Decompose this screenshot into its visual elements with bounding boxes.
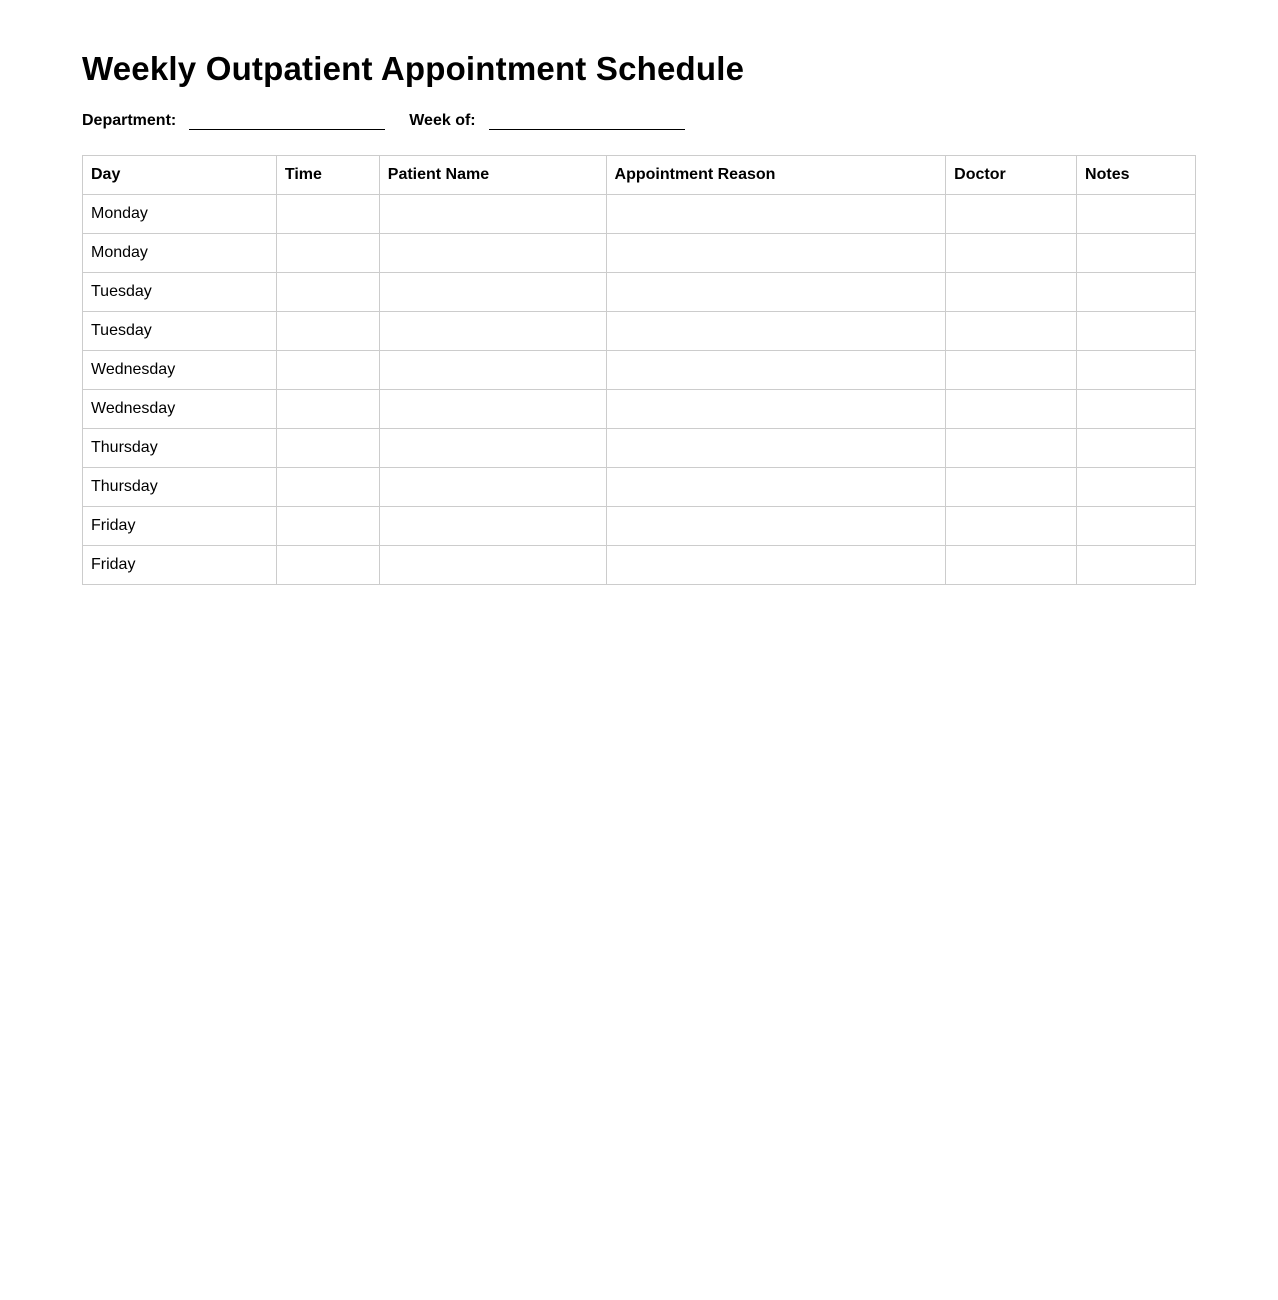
- page-title: Weekly Outpatient Appointment Schedule: [82, 50, 745, 87]
- empty-cell[interactable]: [1077, 390, 1196, 429]
- empty-cell[interactable]: [946, 546, 1077, 585]
- column-header: Appointment Reason: [606, 156, 946, 195]
- empty-cell[interactable]: [1077, 468, 1196, 507]
- form-fields: [82, 112, 709, 130]
- schedule-table: [82, 155, 1196, 585]
- empty-cell[interactable]: [379, 234, 606, 273]
- empty-cell[interactable]: [606, 351, 946, 390]
- empty-cell[interactable]: [606, 273, 946, 312]
- department-label: Department:: [82, 112, 177, 129]
- empty-cell[interactable]: [276, 429, 379, 468]
- empty-cell[interactable]: [1077, 429, 1196, 468]
- day-cell: Monday: [83, 234, 277, 273]
- empty-cell[interactable]: [606, 429, 946, 468]
- table-row: [83, 468, 1196, 507]
- empty-cell[interactable]: [606, 234, 946, 273]
- empty-cell[interactable]: [946, 273, 1077, 312]
- column-header: Doctor: [946, 156, 1077, 195]
- empty-cell[interactable]: [946, 312, 1077, 351]
- table-row: [83, 507, 1196, 546]
- empty-cell[interactable]: [606, 195, 946, 234]
- empty-cell[interactable]: [606, 468, 946, 507]
- table-row: [83, 429, 1196, 468]
- empty-cell[interactable]: [276, 195, 379, 234]
- table-row: [83, 312, 1196, 351]
- empty-cell[interactable]: [379, 195, 606, 234]
- day-cell: Thursday: [83, 429, 277, 468]
- empty-cell[interactable]: [276, 234, 379, 273]
- day-cell: Monday: [83, 195, 277, 234]
- week-of-field[interactable]: [489, 112, 685, 130]
- header-row: [83, 156, 1196, 195]
- empty-cell[interactable]: [379, 351, 606, 390]
- empty-cell[interactable]: [1077, 312, 1196, 351]
- empty-cell[interactable]: [946, 468, 1077, 507]
- department-field[interactable]: [189, 112, 385, 130]
- column-header: Time: [276, 156, 379, 195]
- empty-cell[interactable]: [946, 234, 1077, 273]
- empty-cell[interactable]: [379, 273, 606, 312]
- empty-cell[interactable]: [379, 546, 606, 585]
- empty-cell[interactable]: [1077, 507, 1196, 546]
- table-row: [83, 351, 1196, 390]
- empty-cell[interactable]: [606, 507, 946, 546]
- week-of-label: Week of:: [409, 112, 476, 129]
- table-row: [83, 195, 1196, 234]
- empty-cell[interactable]: [606, 312, 946, 351]
- empty-cell[interactable]: [379, 390, 606, 429]
- empty-cell[interactable]: [276, 390, 379, 429]
- table-row: [83, 546, 1196, 585]
- empty-cell[interactable]: [1077, 195, 1196, 234]
- day-cell: Wednesday: [83, 390, 277, 429]
- table-row: [83, 390, 1196, 429]
- empty-cell[interactable]: [276, 468, 379, 507]
- empty-cell[interactable]: [1077, 273, 1196, 312]
- empty-cell[interactable]: [379, 429, 606, 468]
- day-cell: Wednesday: [83, 351, 277, 390]
- empty-cell[interactable]: [946, 390, 1077, 429]
- table-row: [83, 273, 1196, 312]
- empty-cell[interactable]: [606, 546, 946, 585]
- empty-cell[interactable]: [946, 351, 1077, 390]
- empty-cell[interactable]: [946, 429, 1077, 468]
- empty-cell[interactable]: [276, 546, 379, 585]
- empty-cell[interactable]: [1077, 351, 1196, 390]
- day-cell: Friday: [83, 507, 277, 546]
- day-cell: Tuesday: [83, 312, 277, 351]
- table-row: [83, 234, 1196, 273]
- column-header: Notes: [1077, 156, 1196, 195]
- empty-cell[interactable]: [379, 312, 606, 351]
- empty-cell[interactable]: [946, 507, 1077, 546]
- empty-cell[interactable]: [379, 507, 606, 546]
- column-header: Patient Name: [379, 156, 606, 195]
- column-header: Day: [83, 156, 277, 195]
- empty-cell[interactable]: [276, 312, 379, 351]
- empty-cell[interactable]: [946, 195, 1077, 234]
- day-cell: Friday: [83, 546, 277, 585]
- empty-cell[interactable]: [1077, 546, 1196, 585]
- empty-cell[interactable]: [1077, 234, 1196, 273]
- empty-cell[interactable]: [379, 468, 606, 507]
- empty-cell[interactable]: [606, 390, 946, 429]
- empty-cell[interactable]: [276, 351, 379, 390]
- day-cell: Thursday: [83, 468, 277, 507]
- empty-cell[interactable]: [276, 273, 379, 312]
- empty-cell[interactable]: [276, 507, 379, 546]
- day-cell: Tuesday: [83, 273, 277, 312]
